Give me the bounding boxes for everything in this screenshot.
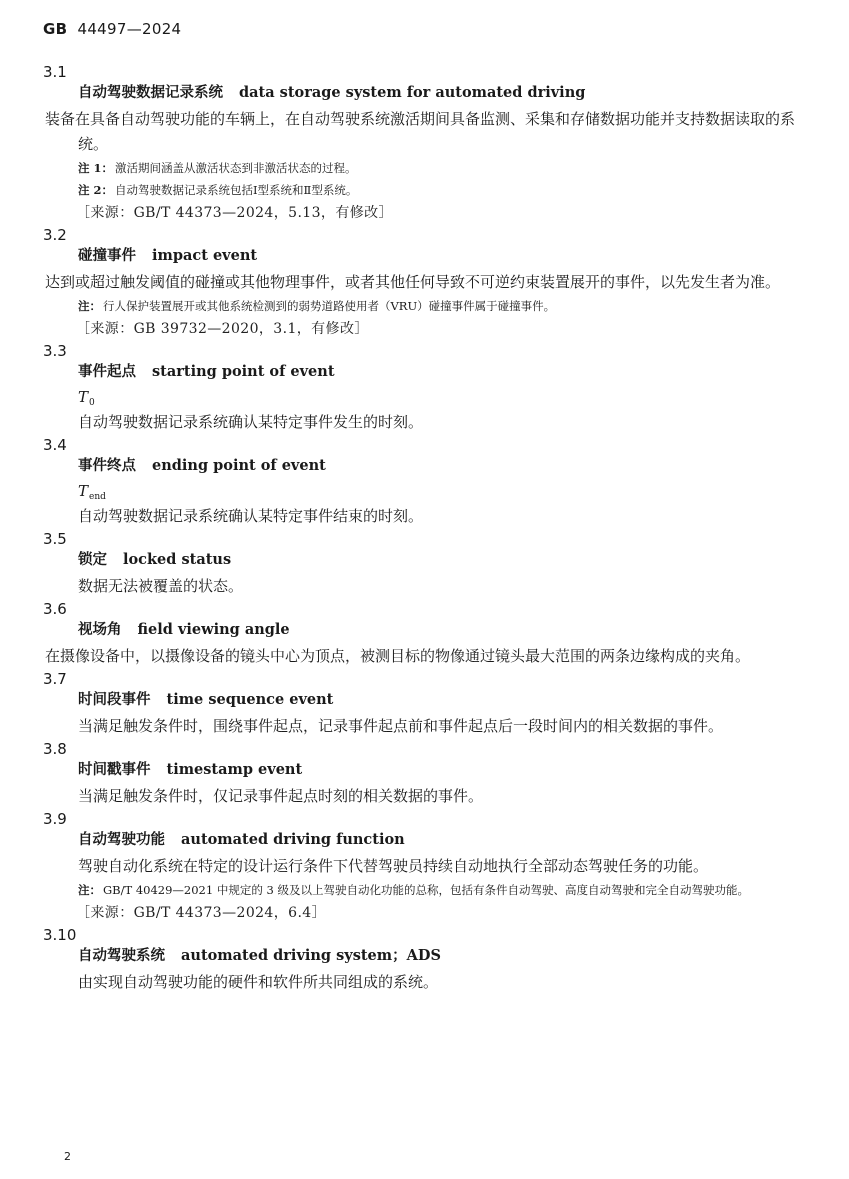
term-number: 3.6	[43, 600, 67, 618]
note-text: 自动驾驶数据记录系统包括Ⅰ型系统和Ⅱ型系统。	[115, 183, 358, 197]
term-entry-3-1	[0, 62, 849, 225]
term-title	[78, 455, 849, 476]
note-label: 注 1：	[78, 161, 114, 175]
term-note	[78, 295, 804, 317]
term-title-en: automated driving function	[181, 831, 405, 848]
term-definition: 自动驾驶数据记录系统确认某特定事件结束的时刻。	[78, 507, 424, 525]
term-definition: 达到或超过触发阈值的碰撞或其他物理事件，或者其他任何导致不可逆约束装置展开的事件，以先发生者为准。	[45, 273, 781, 291]
term-title-zh: 碰撞事件	[78, 247, 136, 264]
term-title-zh: 时间段事件	[78, 691, 151, 708]
term-title-zh: 自动驾驶数据记录系统	[78, 84, 223, 101]
term-definition: 当满足触发条件时，仅记录事件起点时刻的相关数据的事件。	[78, 787, 484, 805]
term-note	[78, 157, 804, 179]
symbol-letter: T	[78, 388, 89, 406]
page-number: 2	[64, 1150, 71, 1163]
term-title-en: time sequence event	[166, 691, 334, 708]
terms-section	[0, 62, 849, 995]
note-text: GB/T 40429—2021 中规定的 3 级及以上驾驶自动化功能的总称，包括有条件自动驾驶、高度自动驾驶和完全自动驾驶功能。	[103, 883, 749, 897]
term-title-zh: 时间戳事件	[78, 761, 151, 778]
term-number: 3.7	[43, 670, 67, 688]
symbol-subscript: 0	[89, 398, 95, 408]
term-title	[78, 549, 849, 570]
term-title-zh: 事件终点	[78, 457, 136, 474]
note-label: 注：	[78, 299, 101, 313]
term-title-zh: 锁定	[78, 551, 107, 568]
term-title-en: field viewing angle	[137, 621, 290, 638]
term-title-en: starting point of event	[152, 363, 335, 380]
term-definition: 驾驶自动化系统在特定的设计运行条件下代替驾驶员持续自动地执行全部动态驾驶任务的功能。	[78, 857, 709, 875]
term-title-en: data storage system for automated driving	[239, 84, 586, 101]
term-title-en: impact event	[152, 247, 258, 264]
note-text: 激活期间涵盖从激活状态到非激活状态的过程。	[115, 161, 357, 175]
term-definition: 在摄像设备中，以摄像设备的镜头中心为顶点，被测目标的物像通过镜头最大范围的两条边缘构成的夹角。	[45, 647, 751, 665]
term-title	[78, 829, 849, 850]
term-title	[78, 689, 849, 710]
standard-number: 44497—2024	[77, 20, 182, 38]
term-entry-3-2	[0, 225, 849, 341]
term-number: 3.4	[43, 436, 67, 454]
term-entry-3-4	[0, 435, 849, 529]
term-source: ［来源：GB/T 44373—2024，5.13，有修改］	[76, 205, 393, 221]
term-entry-3-6	[0, 599, 849, 669]
term-title	[78, 361, 849, 382]
term-title	[78, 759, 849, 780]
term-source: ［来源：GB 39732—2020，3.1，有修改］	[76, 321, 369, 337]
term-entry-3-5	[0, 529, 849, 599]
note-label: 注 2：	[78, 183, 114, 197]
term-entry-3-7	[0, 669, 849, 739]
term-title-zh: 自动驾驶功能	[78, 831, 165, 848]
term-number: 3.8	[43, 740, 67, 758]
term-title	[78, 82, 849, 103]
term-note	[78, 879, 804, 901]
term-title	[78, 945, 849, 966]
term-title-zh: 自动驾驶系统	[78, 947, 165, 964]
standard-code: GB	[43, 20, 68, 38]
term-entry-3-3	[0, 341, 849, 435]
term-number: 3.10	[43, 926, 77, 944]
symbol-subscript: end	[89, 492, 106, 502]
term-note	[78, 179, 804, 201]
term-title-en: timestamp event	[166, 761, 303, 778]
term-entry-3-9	[0, 809, 849, 925]
term-symbol	[78, 480, 849, 504]
note-label: 注：	[78, 883, 101, 897]
term-number: 3.2	[43, 226, 67, 244]
term-entry-3-8	[0, 739, 849, 809]
term-title-en: locked status	[123, 551, 232, 568]
term-definition: 自动驾驶数据记录系统确认某特定事件发生的时刻。	[78, 413, 424, 431]
term-definition: 由实现自动驾驶功能的硬件和软件所共同组成的系统。	[78, 973, 439, 991]
term-number: 3.3	[43, 342, 67, 360]
term-title-en: ending point of event	[152, 457, 326, 474]
term-source: ［来源：GB/T 44373—2024，6.4］	[76, 905, 327, 921]
note-text: 行人保护装置展开或其他系统检测到的弱势道路使用者（VRU）碰撞事件属于碰撞事件。	[103, 299, 556, 313]
term-title	[78, 619, 849, 640]
term-number: 3.5	[43, 530, 67, 548]
term-title-en: automated driving system；ADS	[181, 947, 441, 964]
term-definition: 装备在具备自动驾驶功能的车辆上，在自动驾驶系统激活期间具备监测、采集和存储数据功能并支持数据读取的系统。	[45, 110, 796, 153]
term-title-zh: 事件起点	[78, 363, 136, 380]
term-title	[78, 245, 849, 266]
term-symbol	[78, 386, 849, 410]
standard-header	[43, 20, 181, 38]
term-definition: 当满足触发条件时，围绕事件起点，记录事件起点前和事件起点后一段时间内的相关数据的事件。	[78, 717, 724, 735]
term-number: 3.1	[43, 63, 67, 81]
term-definition: 数据无法被覆盖的状态。	[78, 577, 244, 595]
symbol-letter: T	[78, 482, 89, 500]
term-title-zh: 视场角	[78, 621, 122, 638]
term-entry-3-10	[0, 925, 849, 995]
term-number: 3.9	[43, 810, 67, 828]
